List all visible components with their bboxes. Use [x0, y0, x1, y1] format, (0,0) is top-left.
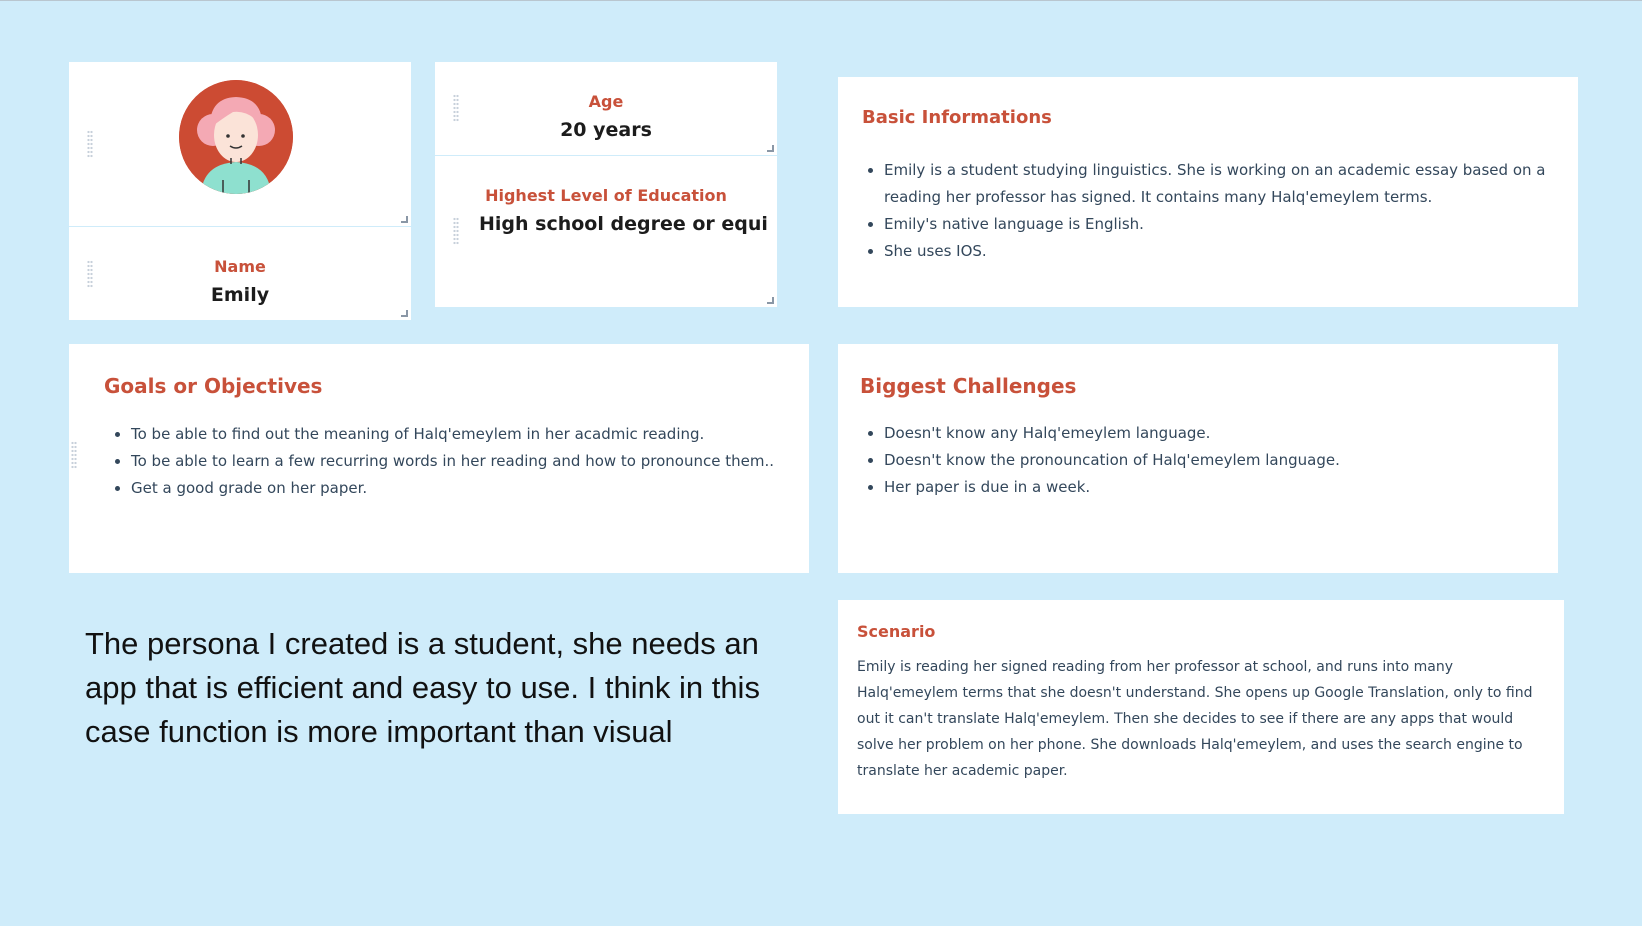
list-item: • Doesn't know the pronouncation of Halq'emeylem language. — [884, 447, 1340, 474]
age-card[interactable] — [435, 62, 777, 155]
resize-handle-icon[interactable] — [401, 216, 408, 223]
goals-title: Goals or Objectives — [104, 374, 323, 398]
name-card[interactable] — [69, 227, 411, 320]
resize-handle-icon[interactable] — [401, 310, 408, 317]
avatar-card[interactable] — [69, 62, 411, 226]
challenges-card[interactable] — [838, 344, 1558, 573]
challenges-list — [862, 420, 1340, 501]
summary-text: The persona I created is a student, she needs an app that is efficient and easy to use. I think in this case function is more important than visual — [85, 626, 760, 749]
avatar — [179, 80, 293, 194]
name-value: Emily — [210, 284, 270, 306]
resize-handle-icon[interactable] — [767, 297, 774, 304]
drag-handle-icon[interactable] — [453, 217, 459, 245]
basic-info-list — [862, 157, 1545, 265]
age-label: Age — [588, 92, 624, 111]
list-item: • Get a good grade on her paper. — [131, 475, 774, 502]
education-label: Highest Level of Education — [485, 186, 727, 205]
list-item: • Her paper is due in a week. — [884, 474, 1340, 501]
basic-info-title: Basic Informations — [862, 107, 1052, 128]
list-item: • Emily's native language is English. — [884, 211, 1545, 238]
goals-list — [109, 421, 774, 502]
drag-handle-icon[interactable] — [71, 441, 77, 469]
scenario-title: Scenario — [857, 622, 936, 641]
list-item: • Doesn't know any Halq'emeylem language. — [884, 420, 1340, 447]
list-item: • To be able to find out the meaning of Halq'emeylem in her acadmic reading. — [131, 421, 774, 448]
challenges-title: Biggest Challenges — [860, 374, 1077, 398]
education-card[interactable] — [435, 156, 777, 307]
top-border — [0, 0, 1642, 1]
education-value: High school degree or equi — [479, 213, 768, 235]
scenario-card[interactable] — [838, 600, 1564, 814]
scenario-body: Emily is reading her signed reading from her professor at school, and runs into many Halq'emeylem terms that she doesn't understand. She opens up Google Translation, only to find out it can't translate Halq'emeylem. Then she decides to see if there are any apps that would solve her problem on her phone. She downloads Halq'emeylem, and uses the search engine to translate her academic paper. — [857, 659, 1533, 779]
goals-card[interactable] — [69, 344, 809, 573]
age-value: 20 years — [560, 119, 652, 141]
list-item: • Emily is a student studying linguistics. She is working on an academic essay based on a — [884, 157, 1545, 184]
list-item: reading her professor has signed. It contains many Halq'emeylem terms. — [884, 188, 1433, 206]
avatar-illustration-icon — [179, 80, 293, 194]
basic-info-card[interactable] — [838, 77, 1578, 307]
resize-handle-icon[interactable] — [767, 145, 774, 152]
drag-handle-icon[interactable] — [87, 260, 93, 288]
drag-handle-icon[interactable] — [453, 94, 459, 122]
list-item: • She uses IOS. — [884, 238, 1545, 265]
name-label: Name — [214, 257, 266, 276]
list-item: • To be able to learn a few recurring words in her reading and how to pronounce them.. — [131, 448, 774, 475]
drag-handle-icon[interactable] — [87, 130, 93, 158]
